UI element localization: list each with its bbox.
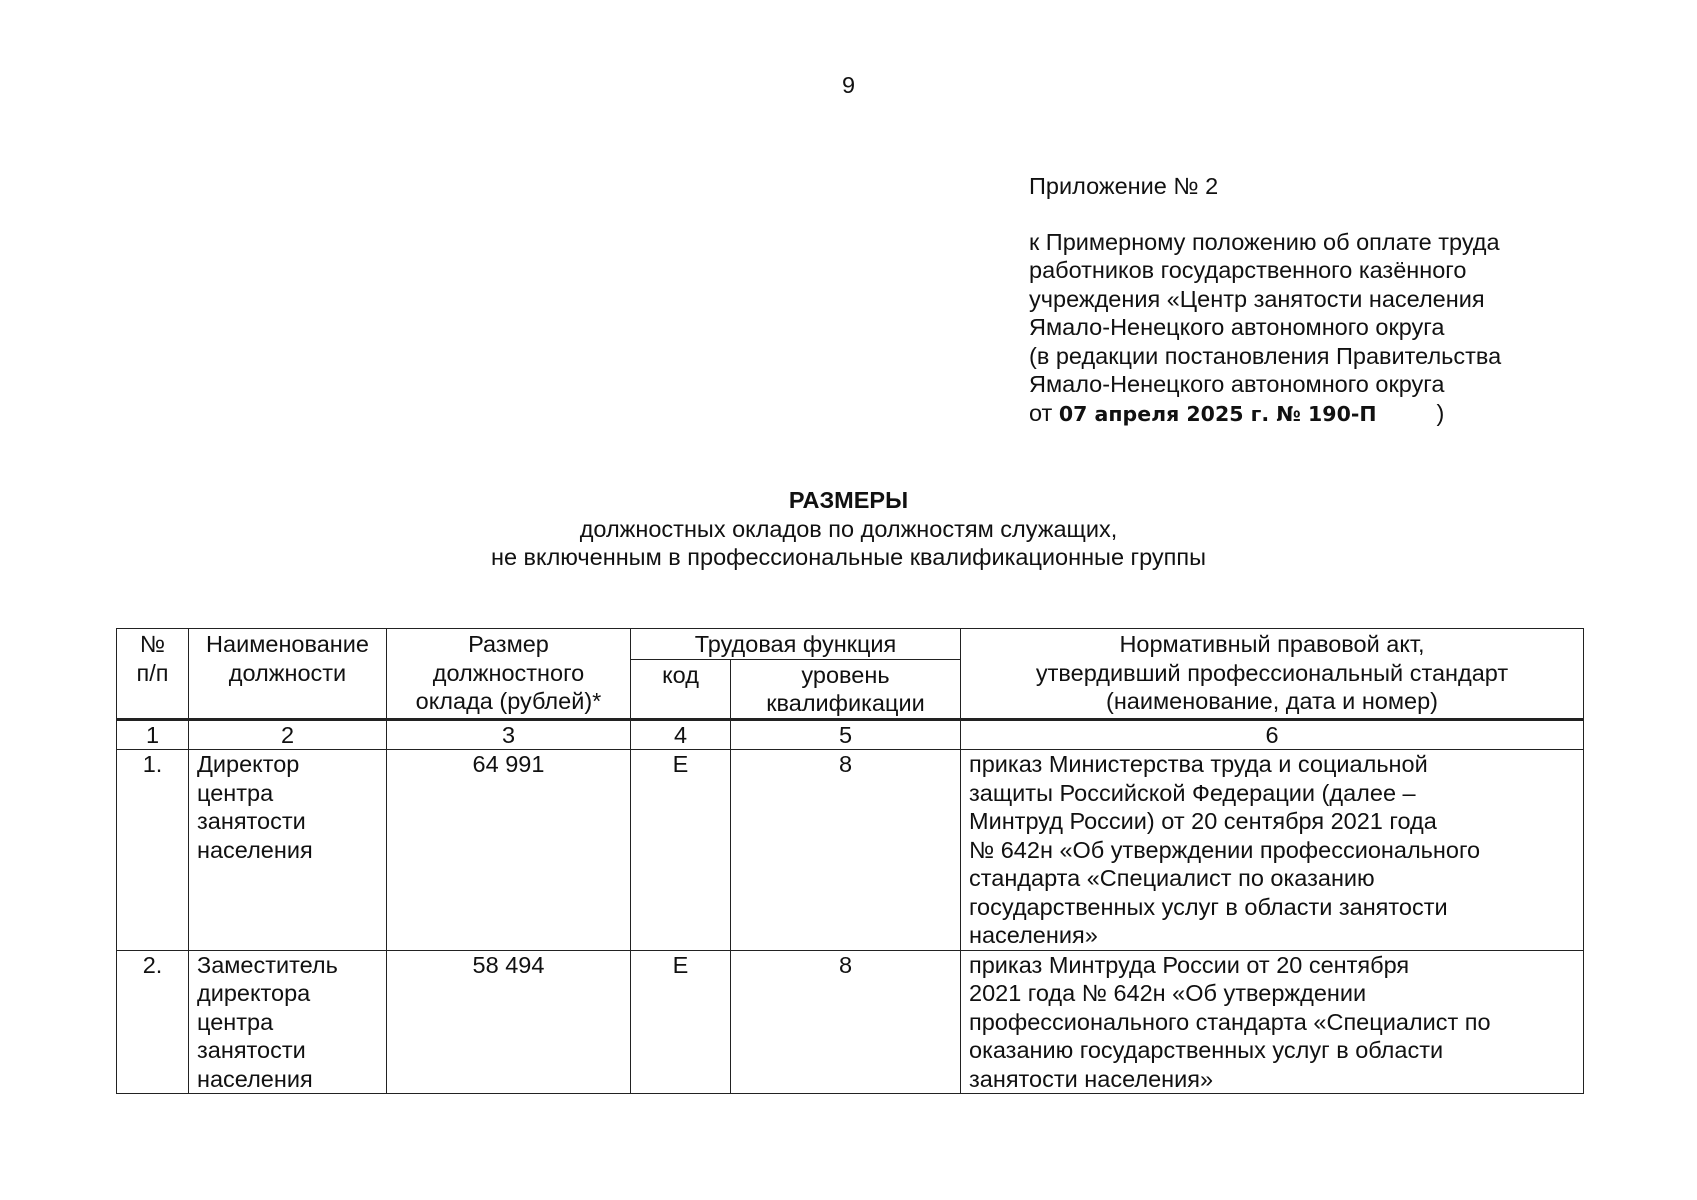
header-position-name: Наименование должности — [189, 629, 387, 720]
column-number: 1 — [117, 719, 189, 750]
legal-act: приказ Министерства труда и социальной защиты Российской Федерации (далее – Минтруд России) от 20 сентября 2021 года № 642н «Об утверждении профессионального стандарта «Специалист по оказанию государственных услуг в области занятости населения» — [961, 750, 1584, 951]
row-number: 2. — [117, 950, 189, 1094]
header-code: код — [631, 659, 731, 719]
column-numbers-row — [117, 719, 1584, 750]
header-legal-act: Нормативный правовой акт, утвердивший профессиональный стандарт (наименование, дата и номер) — [961, 629, 1584, 720]
appendix-line: к Примерному положению об оплате труда — [1029, 228, 1500, 255]
header-qualification-level: уровень квалификации — [731, 659, 961, 719]
salary-table — [116, 628, 1584, 1094]
legal-act: приказ Минтруда России от 20 сентября 2021 года № 642н «Об утверждении профессионального стандарта «Специалист по оказанию государственных услуг в области занятости населения» — [961, 950, 1584, 1094]
appendix-date-line — [1029, 399, 1629, 429]
appendix-line: учреждения «Центр занятости населения — [1029, 285, 1485, 312]
appendix-block — [1029, 172, 1629, 428]
salary-value: 64 991 — [387, 750, 631, 951]
table-row — [117, 950, 1584, 1094]
function-code: Е — [631, 950, 731, 1094]
appendix-line: работников государственного казённого — [1029, 257, 1467, 283]
position-name: Заместитель директора центра занятости населения — [189, 950, 387, 1094]
appendix-line: Ямало-Ненецкого автономного округа — [1029, 371, 1445, 397]
header-salary: Размер должностного оклада (рублей)* — [387, 629, 631, 720]
resolution-date: 07 апреля 2025 г. № 190-П — [1058, 401, 1377, 426]
position-name: Директор центра занятости населения — [189, 750, 387, 951]
header-labor-function: Трудовая функция — [631, 629, 961, 660]
column-number: 5 — [731, 719, 961, 750]
column-number: 6 — [961, 719, 1584, 750]
appendix-line: (в редакции постановления Правительства — [1029, 342, 1502, 369]
function-code: Е — [631, 750, 731, 951]
salary-value: 58 494 — [387, 950, 631, 1094]
qualification-level: 8 — [731, 750, 961, 951]
page-number: 9 — [841, 72, 856, 98]
qualification-level: 8 — [731, 950, 961, 1094]
document-heading — [0, 486, 1697, 572]
table-header-row — [117, 629, 1584, 660]
heading-subtitle-line-2: не включенным в профессиональные квалификационные группы — [490, 544, 1207, 570]
heading-subtitle-line-1: должностных окладов по должностям служащих, — [579, 515, 1118, 542]
column-number: 3 — [387, 719, 631, 750]
row-number: 1. — [117, 750, 189, 951]
appendix-title: Приложение № 2 — [1029, 173, 1219, 199]
heading-title: РАЗМЕРЫ — [788, 487, 909, 513]
header-num: № п/п — [117, 629, 189, 720]
column-number: 2 — [189, 719, 387, 750]
date-prefix: от — [1029, 399, 1053, 426]
table-row — [117, 750, 1584, 951]
appendix-line: Ямало-Ненецкого автономного округа — [1029, 314, 1445, 340]
column-number: 4 — [631, 719, 731, 750]
date-suffix: ) — [1436, 399, 1445, 426]
